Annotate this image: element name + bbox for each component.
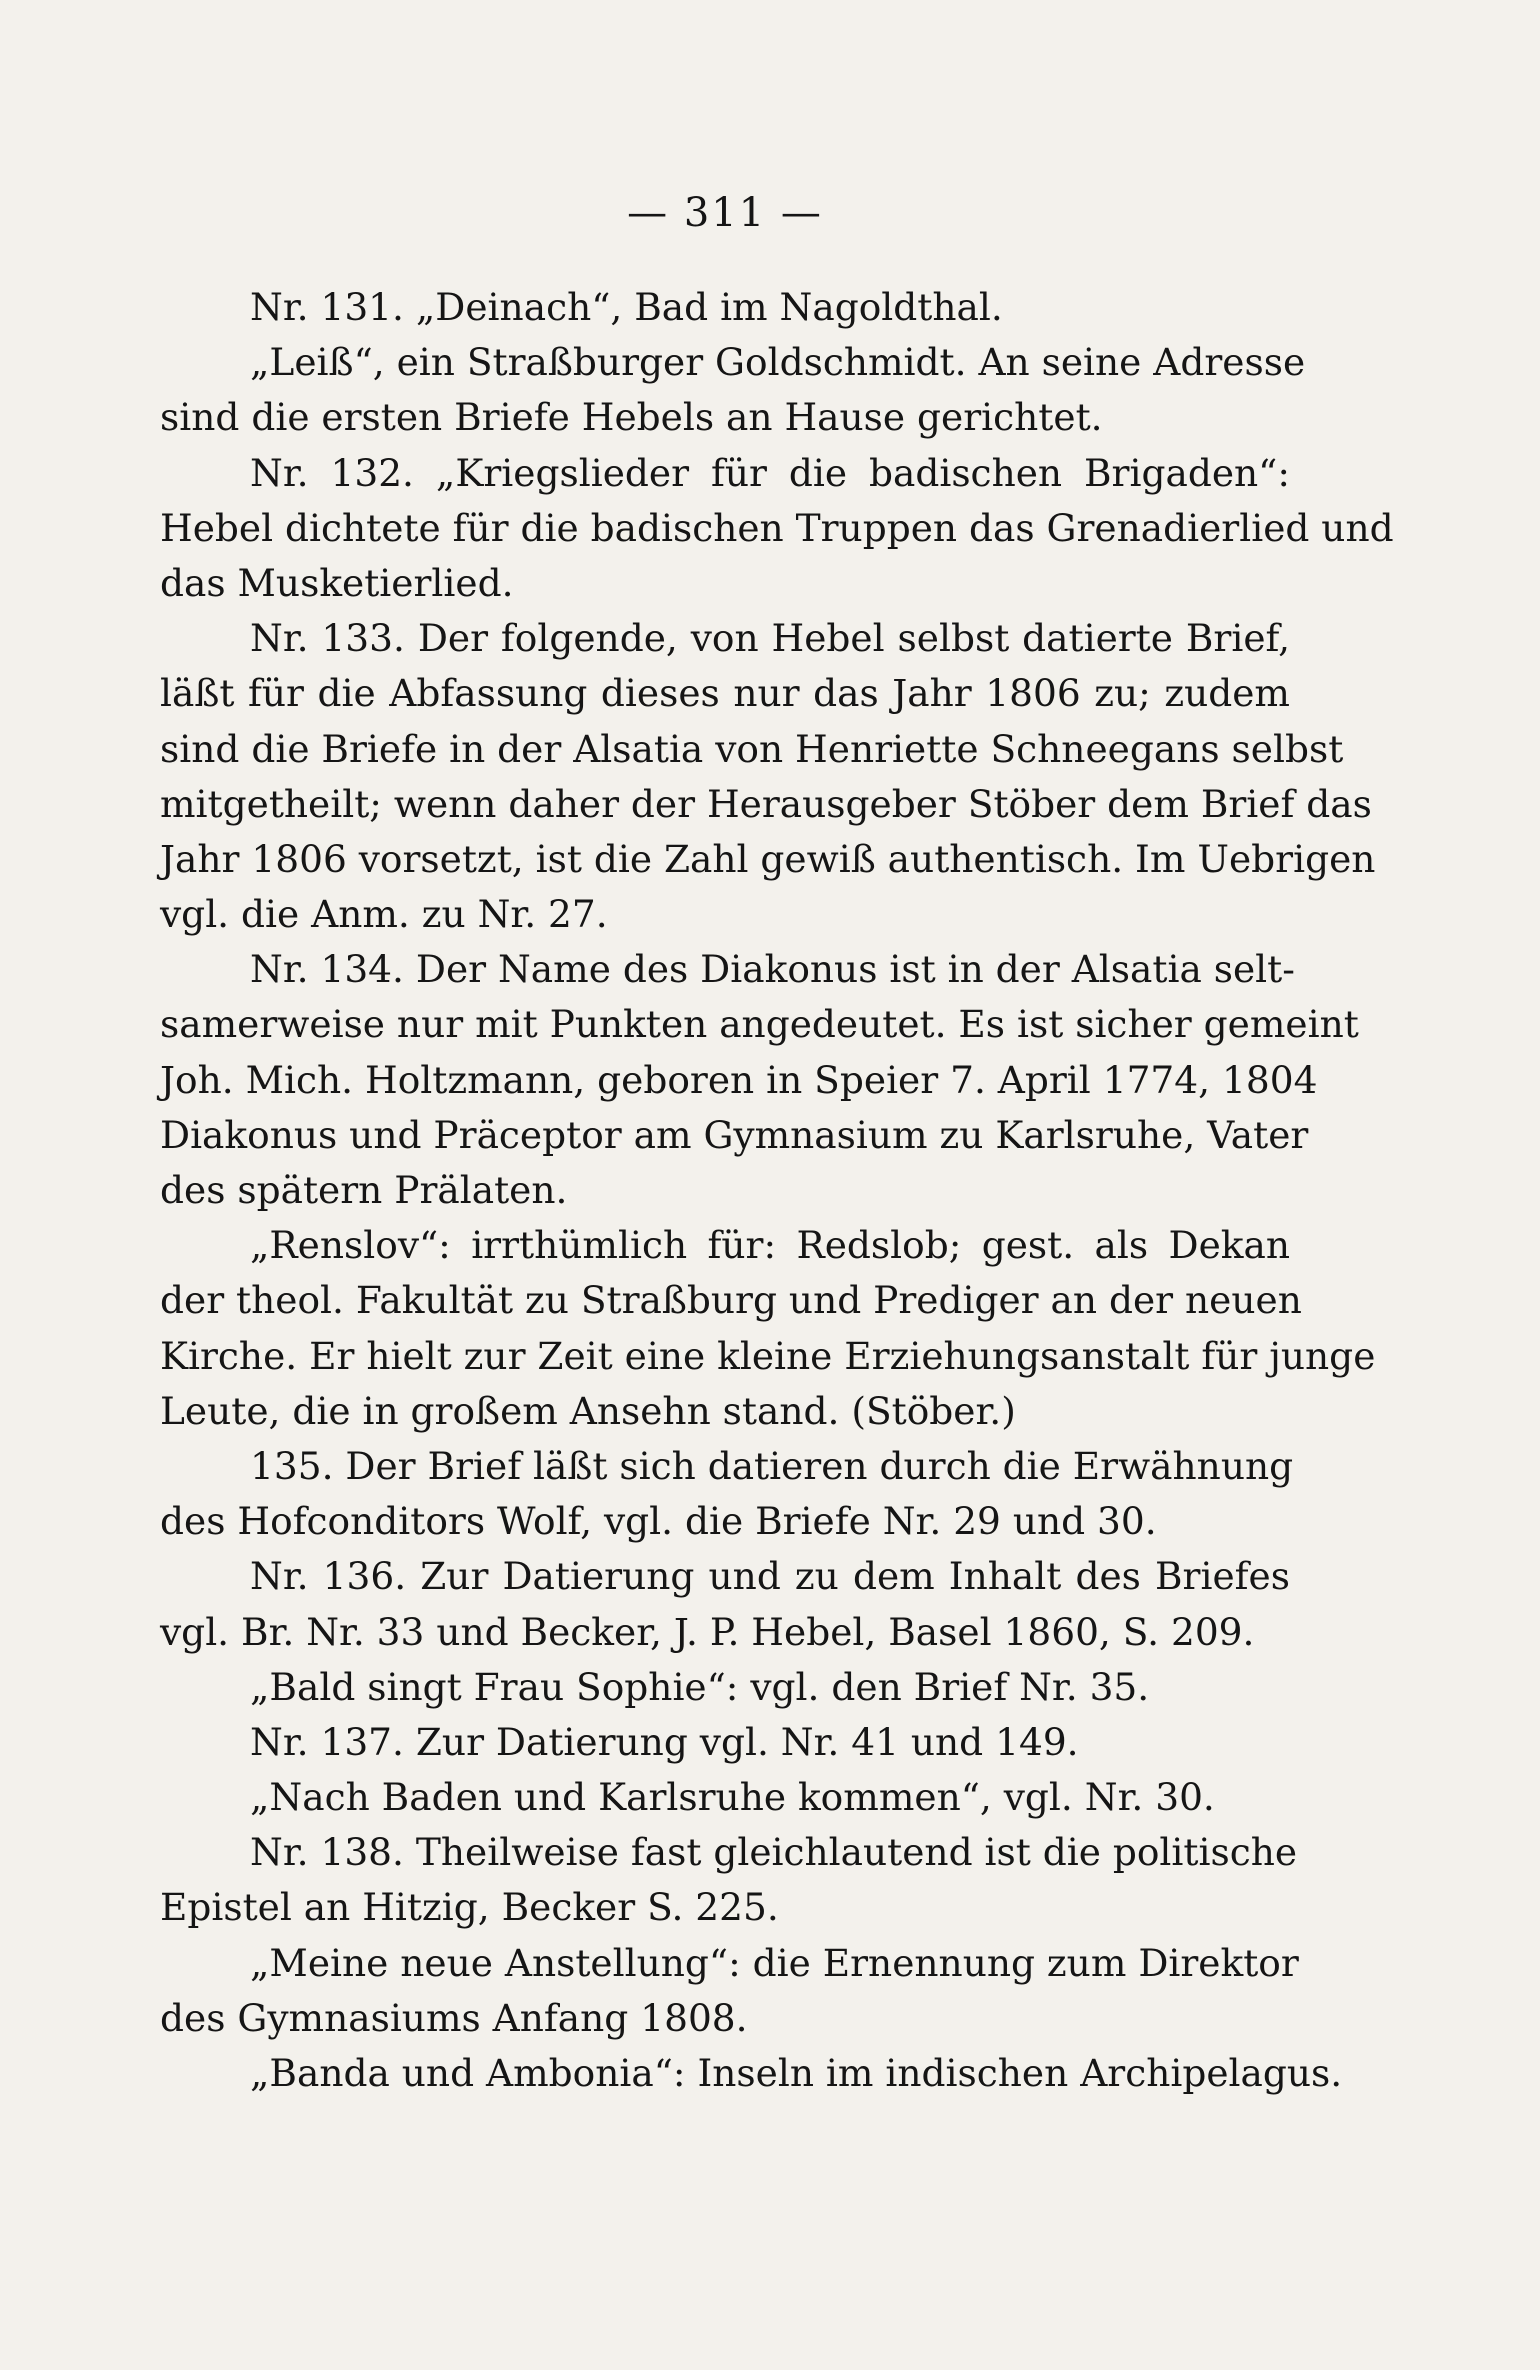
text-line: „Renslov“: irrthümlich für: Redslob; gest. als Dekan <box>250 1223 1290 1268</box>
text-line: des Gymnasiums Anfang 1808. <box>160 1995 748 2040</box>
text-line: des Hofconditors Wolf, vgl. die Briefe Nr. 29 und 30. <box>160 1499 1157 1544</box>
text-line: „Banda und Ambonia“: Inseln im indischen Archipelagus. <box>250 2051 1343 2095</box>
body-text <box>160 280 1394 2101</box>
text-line: Joh. Mich. Holtzmann, geboren in Speier 7. April 1774, 1804 <box>160 1057 1318 1102</box>
text-line: Nr. 137. Zur Datierung vgl. Nr. 41 und 149. <box>250 1719 1079 1764</box>
text-line: sind die ersten Briefe Hebels an Hause gerichtet. <box>160 395 1103 440</box>
text-line: Nr. 138. Theilweise fast gleichlautend ist die politische <box>250 1830 1298 1875</box>
text-line: Leute, die in großem Ansehn stand. (Stöber.) <box>160 1388 1016 1433</box>
text-line: sind die Briefe in der Alsatia von Henriette Schneegans selbst <box>160 726 1344 771</box>
text-line: Nr. 133. Der folgende, von Hebel selbst datierte Brief, <box>250 616 1290 661</box>
text-line: „Nach Baden und Karlsruhe kommen“, vgl. Nr. 30. <box>250 1775 1215 1820</box>
text-line: der theol. Fakultät zu Straßburg und Prediger an der neuen <box>160 1278 1302 1323</box>
text-line: läßt für die Abfassung dieses nur das Jahr 1806 zu; zudem <box>160 671 1290 716</box>
text-line: Diakonus und Präceptor am Gymnasium zu Karlsruhe, Vater <box>160 1112 1309 1157</box>
text-line: das Musketierlied. <box>160 560 514 605</box>
text-line: Nr. 136. Zur Datierung und zu dem Inhalt des Briefes <box>250 1554 1290 1599</box>
text-line: mitgetheilt; wenn daher der Herausgeber Stöber dem Brief das <box>160 781 1372 826</box>
text-line: Hebel dichtete für die badischen Truppen das Grenadierlied und <box>160 505 1394 550</box>
text-line: Nr. 132. „Kriegslieder für die badischen Brigaden“: <box>250 450 1290 495</box>
text-line: Nr. 134. Der Name des Diakonus ist in der Alsatia selt- <box>250 947 1295 992</box>
text-line: des spätern Prälaten. <box>160 1168 568 1212</box>
text-line: vgl. die Anm. zu Nr. 27. <box>160 892 608 937</box>
text-line: vgl. Br. Nr. 33 und Becker, J. P. Hebel, Basel 1860, S. 209. <box>160 1609 1255 1654</box>
text-line: samerweise nur mit Punkten angedeutet. Es ist sicher gemeint <box>160 1002 1359 1047</box>
page-number: — 311 — <box>627 190 823 236</box>
text-line: „Meine neue Anstellung“: die Ernennung zum Direktor <box>250 1940 1299 1985</box>
text-line: „Bald singt Frau Sophie“: vgl. den Brief Nr. 35. <box>250 1664 1150 1709</box>
text-line: Kirche. Er hielt zur Zeit eine kleine Erziehungsanstalt für junge <box>160 1333 1376 1378</box>
text-line: Epistel an Hitzig, Becker S. 225. <box>160 1885 779 1930</box>
text-line: Nr. 131. „Deinach“, Bad im Nagoldthal. <box>250 285 1003 329</box>
text-line: „Leiß“, ein Straßburger Goldschmidt. An seine Adresse <box>250 340 1306 385</box>
text-line: 135. Der Brief läßt sich datieren durch die Erwähnung <box>250 1443 1294 1488</box>
text-line: Jahr 1806 vorsetzt, ist die Zahl gewiß authentisch. Im Uebrigen <box>160 836 1376 881</box>
